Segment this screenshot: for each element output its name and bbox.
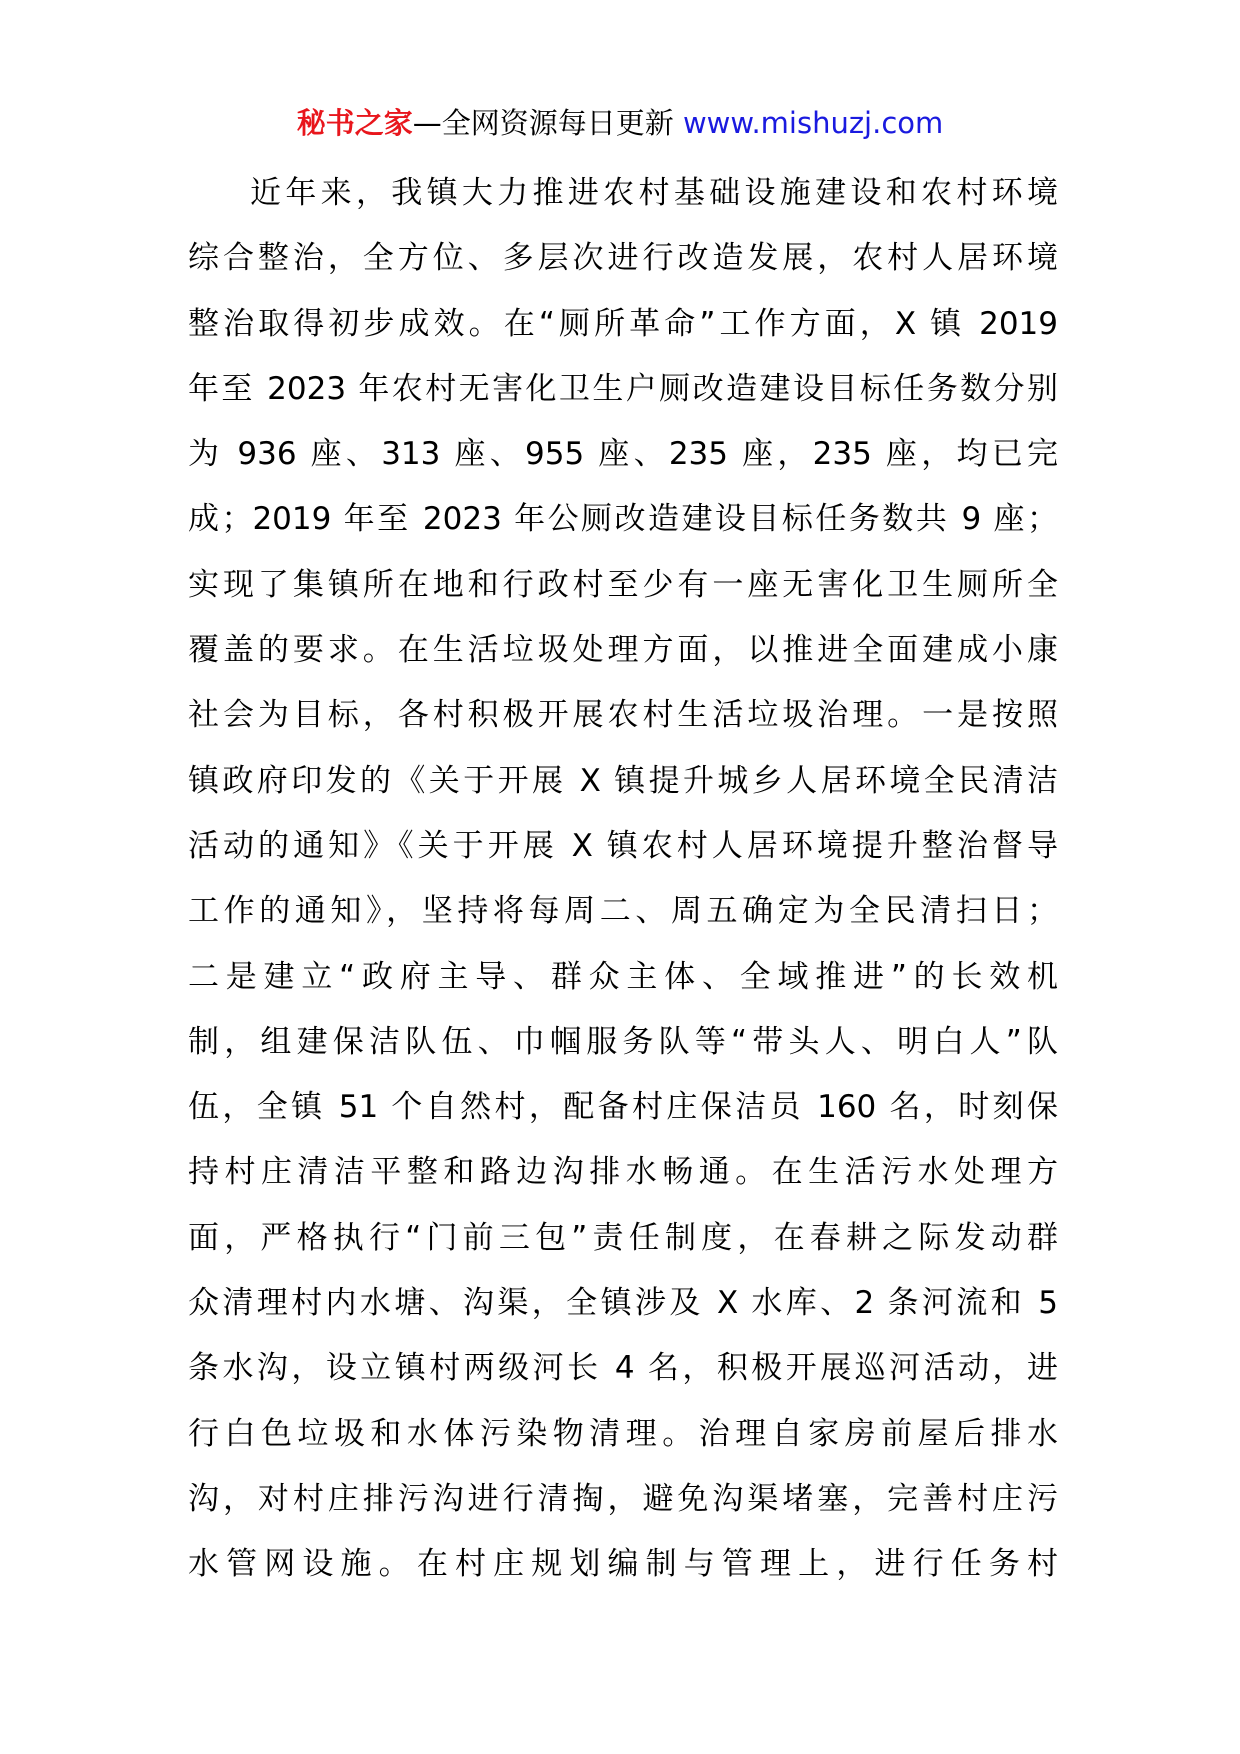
header-brand: 秘书之家 — [296, 106, 413, 140]
paragraph-line: 为 936 座、313 座、955 座、235 座，235 座，均已完 — [188, 436, 1058, 473]
paragraph-line: 成；2019 年至 2023 年公厕改造建设目标任务数共 9 座； — [188, 501, 1058, 538]
paragraph-line: 面，严格执行“门前三包”责任制度，在春耕之际发动群 — [188, 1219, 1058, 1256]
paragraph-line: 综合整治，全方位、多层次进行改造发展，农村人居环境 — [188, 240, 1058, 277]
paragraph-line: 年至 2023 年农村无害化卫生户厕改造建设目标任务数分别 — [188, 370, 1058, 407]
paragraph-line: 沟，对村庄排污沟进行清掏，避免沟渠堵塞，完善村庄污 — [188, 1480, 1058, 1517]
paragraph-line: 镇政府印发的《关于开展 X 镇提升城乡人居环境全民清洁 — [188, 762, 1058, 799]
paragraph-line: 众清理村内水塘、沟渠，全镇涉及 X 水库、2 条河流和 5 — [188, 1285, 1058, 1322]
header-url-link[interactable]: www.mishuzj.com — [682, 106, 944, 140]
page-header — [0, 103, 1240, 143]
paragraph-line: 覆盖的要求。在生活垃圾处理方面，以推进全面建成小康 — [188, 632, 1058, 669]
paragraph-line: 整治取得初步成效。在“厕所革命”工作方面，X 镇 2019 — [188, 305, 1058, 342]
paragraph-line: 社会为目标，各村积极开展农村生活垃圾治理。一是按照 — [188, 697, 1058, 734]
paragraph-line: 活动的通知》《关于开展 X 镇农村人居环境提升整治督导 — [188, 827, 1058, 864]
paragraph-line: 条水沟，设立镇村两级河长 4 名，积极开展巡河活动，进 — [188, 1350, 1058, 1387]
paragraph-line: 水管网设施。在村庄规划编制与管理上，进行任务村 — [188, 1546, 1058, 1583]
header-tagline: —全网资源每日更新 — [412, 106, 683, 140]
paragraph-line: 行白色垃圾和水体污染物清理。治理自家房前屋后排水 — [188, 1415, 1058, 1452]
paragraph-line: 工作的通知》，坚持将每周二、周五确定为全民清扫日； — [188, 893, 1058, 930]
paragraph-line: 制，组建保洁队伍、巾帼服务队等“带头人、明白人”队 — [188, 1023, 1058, 1060]
paragraph-line: 二是建立“政府主导、群众主体、全域推进”的长效机 — [188, 958, 1058, 995]
paragraph-line: 持村庄清洁平整和路边沟排水畅通。在生活污水处理方 — [188, 1154, 1058, 1191]
paragraph-line: 伍，全镇 51 个自然村，配备村庄保洁员 160 名，时刻保 — [188, 1089, 1058, 1126]
paragraph-line: 实现了集镇所在地和行政村至少有一座无害化卫生厕所全 — [188, 566, 1058, 603]
body-paragraph — [188, 161, 1058, 1598]
paragraph-line: 近年来，我镇大力推进农村基础设施建设和农村环境 — [250, 175, 1058, 211]
